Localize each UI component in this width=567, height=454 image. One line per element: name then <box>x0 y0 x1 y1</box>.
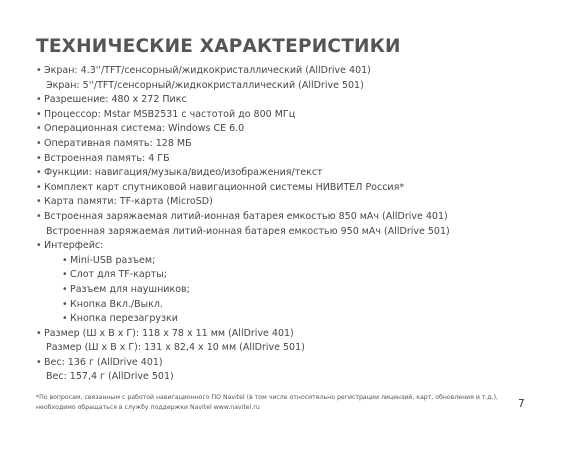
spec-item-screen-501 <box>36 79 536 94</box>
bullet-icon: • <box>36 240 42 252</box>
footnote-line: *По вопросам, связанным с работой навигационного ПО Navitel (в том числе относительно регистрации лицензий, карт, обновления и т.д.), <box>36 394 499 401</box>
bullet-icon: • <box>36 137 42 149</box>
interface-item-headphones <box>36 283 536 298</box>
spec-text: Экран: 5''/TFT/сенсорный/жидкокристаллический (AllDrive 501) <box>46 79 364 91</box>
spec-text: Слот для TF-карты; <box>70 269 167 281</box>
spec-list <box>36 64 536 385</box>
spec-text: Вес: 157,4 г (AllDrive 501) <box>46 371 174 383</box>
bullet-icon: • <box>36 152 42 164</box>
spec-text: Встроенная заряжаемая литий-ионная батарея емкостью 950 мАч (AllDrive 501) <box>46 225 450 237</box>
bullet-icon: • <box>62 313 68 325</box>
spec-text: Mini-USB разъем; <box>70 254 156 266</box>
spec-text: Функции: навигация/музыка/видео/изображения/текст <box>44 167 323 179</box>
spec-text: Разъем для наушников; <box>70 283 190 295</box>
spec-text: Интерфейс: <box>44 240 104 252</box>
footnote <box>36 393 536 413</box>
spec-text: Оперативная память: 128 МБ <box>44 137 192 149</box>
interface-item-tf-slot <box>36 268 536 283</box>
spec-text: Операционная система: Windows CE 6.0 <box>44 123 245 135</box>
spec-item-resolution <box>36 93 536 108</box>
interface-item-reset-button <box>36 312 536 327</box>
spec-text: Размер (Ш х В х Г): 118 х 78 х 11 мм (AllDrive 401) <box>44 327 294 339</box>
bullet-icon: • <box>36 210 42 222</box>
spec-item-maps <box>36 181 536 196</box>
spec-text: Разрешение: 480 х 272 Пикс <box>44 94 187 106</box>
spec-text: Встроенная заряжаемая литий-ионная батарея емкостью 850 мАч (AllDrive 401) <box>44 210 448 222</box>
bullet-icon: • <box>36 123 42 135</box>
spec-item-battery-501 <box>36 225 536 240</box>
spec-text: Комплект карт спутниковой навигационной системы НИВИТЕЛ Россия* <box>44 181 405 193</box>
spec-item-weight-401 <box>36 356 536 371</box>
spec-text: Встроенная память: 4 ГБ <box>44 152 170 164</box>
bullet-icon: • <box>36 327 42 339</box>
spec-item-weight-501 <box>36 370 536 385</box>
spec-item-size-401 <box>36 327 536 342</box>
spec-item-functions <box>36 166 536 181</box>
spec-item-screen-401 <box>36 64 536 79</box>
footnote-line: необходимо обращаться в службу поддержки Navitel www.navitel.ru <box>36 404 260 411</box>
spec-text: Карта памяти: TF-карта (MicroSD) <box>44 196 213 208</box>
page-title: ТЕХНИЧЕСКИЕ ХАРАКТЕРИСТИКИ <box>36 36 401 57</box>
spec-text: Кнопка перезагрузки <box>70 313 178 325</box>
spec-item-battery-401 <box>36 210 536 225</box>
spec-text: Размер (Ш х В х Г): 131 х 82,4 х 10 мм (AllDrive 501) <box>46 342 305 354</box>
bullet-icon: • <box>36 65 42 76</box>
spec-item-processor <box>36 108 536 123</box>
spec-item-size-501 <box>36 341 536 356</box>
bullet-icon: • <box>36 167 42 179</box>
interface-item-power-button <box>36 298 536 313</box>
bullet-icon: • <box>62 269 68 281</box>
bullet-icon: • <box>36 196 42 208</box>
bullet-icon: • <box>36 108 42 120</box>
bullet-icon: • <box>62 283 68 295</box>
bullet-icon: • <box>36 356 42 368</box>
interface-item-mini-usb <box>36 254 536 269</box>
spec-text: Вес: 136 г (AllDrive 401) <box>44 356 163 368</box>
spec-item-storage <box>36 152 536 167</box>
spec-item-os <box>36 122 536 137</box>
page-number: 7 <box>518 398 525 410</box>
spec-item-interface <box>36 239 536 254</box>
bullet-icon: • <box>36 181 42 193</box>
bullet-icon: • <box>62 254 68 266</box>
spec-text: Экран: 4.3''/TFT/сенсорный/жидкокристаллический (AllDrive 401) <box>44 65 371 76</box>
spec-text: Процессор: Mstar MSB2531 с частотой до 800 МГц <box>44 108 296 120</box>
spec-text: Кнопка Вкл./Выкл. <box>70 298 163 310</box>
bullet-icon: • <box>36 94 42 106</box>
spec-item-memory-card <box>36 195 536 210</box>
bullet-icon: • <box>62 298 68 310</box>
spec-item-ram <box>36 137 536 152</box>
